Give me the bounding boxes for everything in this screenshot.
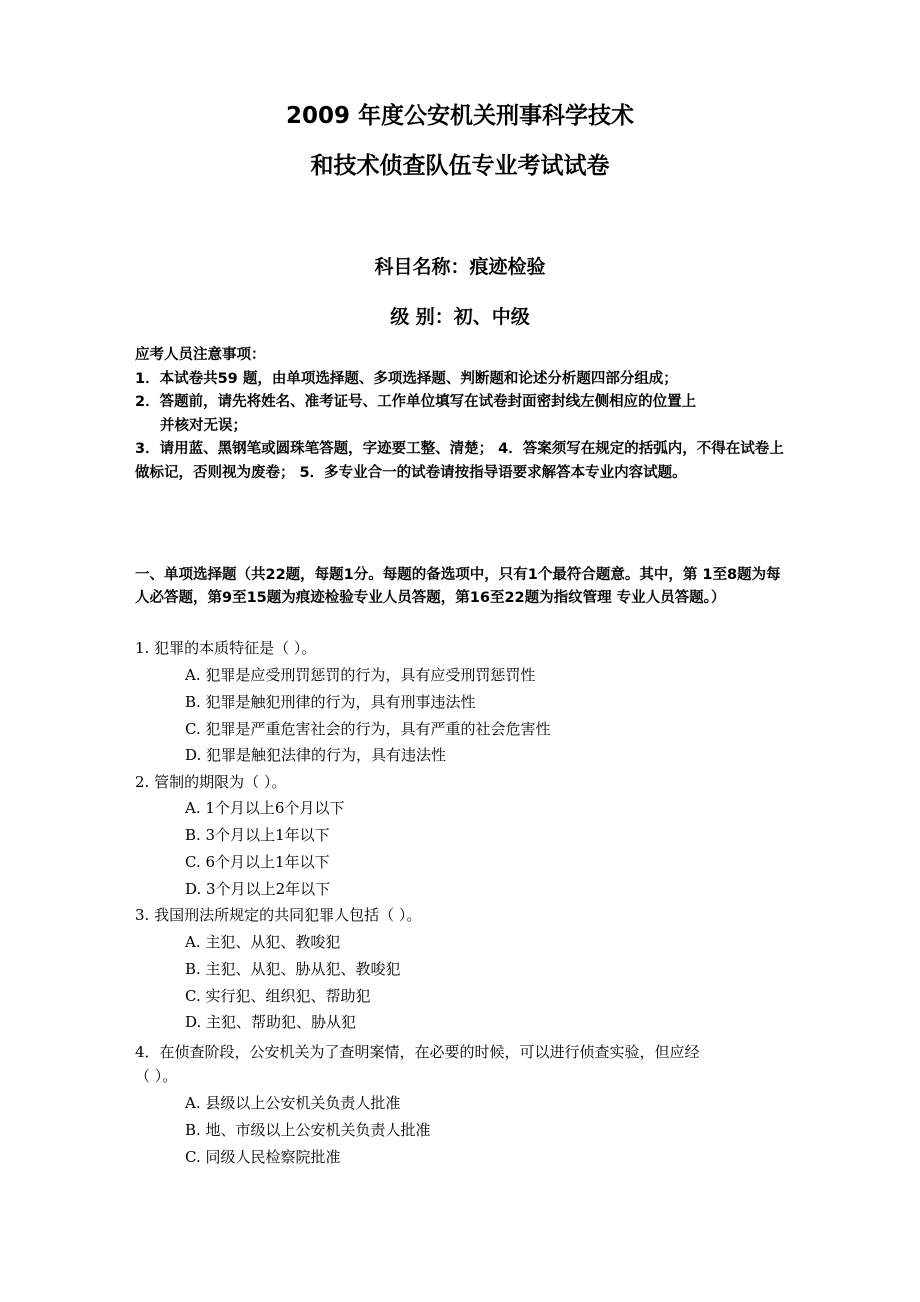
- question-2-option-b: B. 3个月以上1年以下: [185, 826, 330, 844]
- question-4-stem: 4．在侦查阶段，公安机关为了查明案情，在必要的时候，可以进行侦查实验，但应经: [135, 1043, 700, 1061]
- question-3-option-d: D. 主犯、帮助犯、胁从犯: [185, 1013, 357, 1031]
- question-3-option-b: B. 主犯、从犯、胁从犯、教唆犯: [185, 960, 401, 978]
- notice-item-2: 2．答题前，请先将姓名、准考证号、工作单位填写在试卷封面密封线左侧相应的位置上: [135, 394, 697, 410]
- exam-title-line2: 和技术侦查队伍专业考试试卷: [310, 153, 610, 179]
- question-1-option-b: B. 犯罪是触犯刑律的行为，具有刑事违法性: [185, 693, 476, 711]
- question-3-stem: 3. 我国刑法所规定的共同犯罪人包括（ ）。: [135, 906, 422, 924]
- question-4-stem-cont: （ ）。: [135, 1067, 178, 1085]
- question-2-option-a: A. 1个月以上6个月以下: [185, 799, 345, 817]
- question-1-option-d: D. 犯罪是触犯法律的行为，具有违法性: [185, 746, 447, 764]
- notice-item-1: 1．本试卷共59 题，由单项选择题、多项选择题、判断题和论述分析题四部分组成；: [135, 370, 678, 387]
- question-2-stem: 2. 管制的期限为（ ）。: [135, 773, 287, 791]
- section-1-heading: 一、单项选择题（共22题，每题1分。每题的备选项中，只有1个最符合题意。其中，第 1至8题为每人必答题，第9至15题为痕迹检验专业人员答题，第16至22题为指纹管理 专业人员答题。）: [135, 567, 781, 606]
- question-2-option-c: C. 6个月以上1年以下: [185, 853, 330, 871]
- question-1-option-a: A. 犯罪是应受刑罚惩罚的行为，具有应受刑罚惩罚性: [185, 666, 536, 684]
- subject-name: 科目名称：痕迹检验: [374, 256, 546, 278]
- question-1-option-c: C. 犯罪是严重危害社会的行为，具有严重的社会危害性: [185, 720, 551, 738]
- exam-title-line1: 2009 年度公安机关刑事科学技术: [285, 103, 635, 129]
- question-4-option-c: C. 同级人民检察院批准: [185, 1148, 341, 1166]
- question-2-option-d: D. 3个月以上2年以下: [185, 880, 331, 898]
- exam-level: 级 别：初、中级: [390, 306, 530, 328]
- candidate-notice: [135, 344, 795, 485]
- question-3-option-a: A. 主犯、从犯、教唆犯: [185, 933, 341, 951]
- question-1-stem: 1. 犯罪的本质特征是（ ）。: [135, 639, 317, 657]
- notice-heading: 应考人员注意事项：: [135, 347, 266, 363]
- notice-item-2-cont: 并核对无误；: [160, 417, 247, 434]
- notice-items-3-5: 3．请用蓝、黑钢笔或圆珠笔答题，字迹要工整、清楚； 4．答案须写在规定的括弧内，不得在试卷上做标记，否则视为废卷； 5．多专业合一的试卷请按指导语要求解答本专业内容试题。: [135, 441, 784, 481]
- question-4-option-a: A. 县级以上公安机关负责人批准: [185, 1094, 401, 1112]
- question-4-option-b: B. 地、市级以上公安机关负责人批准: [185, 1121, 431, 1139]
- question-3-option-c: C. 实行犯、组织犯、帮助犯: [185, 987, 371, 1005]
